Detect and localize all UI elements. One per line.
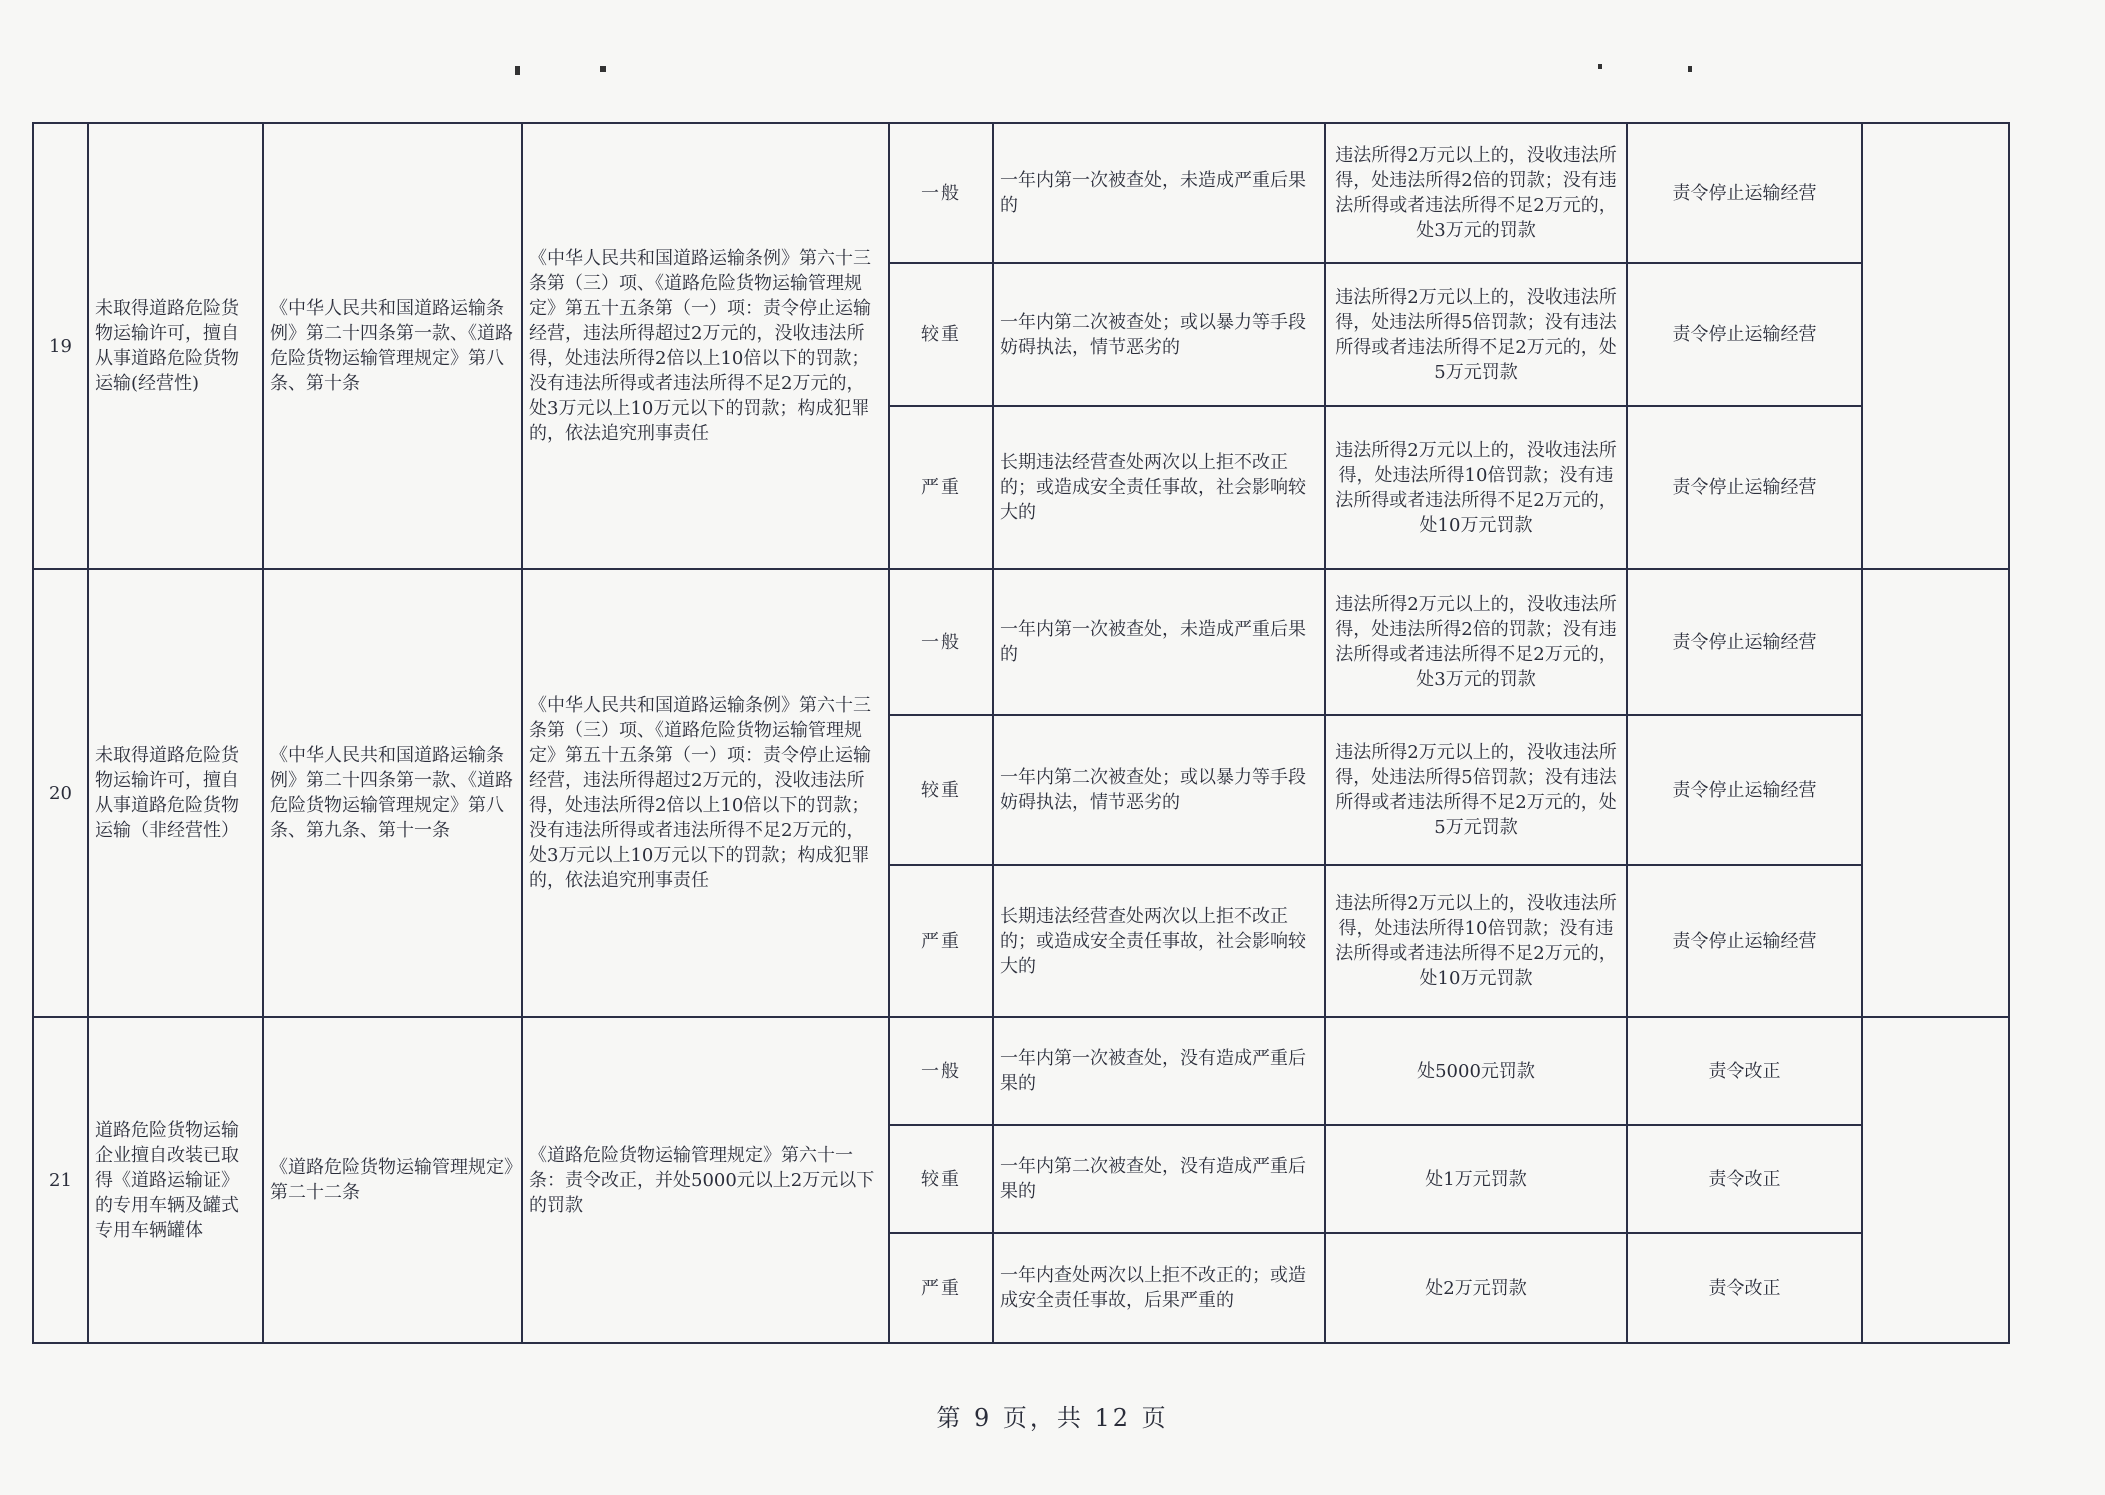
discretion-standard: 违法所得2万元以上的，没收违法所得，处违法所得10倍罚款；没有违法所得或者违法所得不足2万元的，处10万元罚款 <box>1325 865 1627 1017</box>
corrective-order: 责令改正 <box>1627 1233 1862 1343</box>
scan-dot <box>1688 66 1692 72</box>
corrective-order: 责令停止运输经营 <box>1627 715 1862 865</box>
severity-level: 一般 <box>889 123 993 263</box>
discretion-standard: 违法所得2万元以上的，没收违法所得，处违法所得2倍的罚款；没有违法所得或者违法所得不足2万元的，处3万元的罚款 <box>1325 569 1627 715</box>
item-number: 19 <box>33 123 88 569</box>
penalty-basis: 《中华人民共和国道路运输条例》第六十三条第（三）项、《道路危险货物运输管理规定》第五十五条第（一）项：责令停止运输经营，违法所得超过2万元的，没收违法所得，处违法所得2倍以上10倍以下的罚款；没有违法所得或者违法所得不足2万元的，处3万元以上10万元以下的罚款；构成犯罪的，依法追究刑事责任 <box>522 569 889 1017</box>
discretion-standard: 处1万元罚款 <box>1325 1125 1627 1233</box>
remarks-cell <box>1862 569 2009 1017</box>
circumstance: 长期违法经营查处两次以上拒不改正的；或造成安全责任事故，社会影响较大的 <box>993 406 1325 569</box>
circumstance: 一年内第一次被查处，没有造成严重后果的 <box>993 1017 1325 1125</box>
remarks-cell <box>1862 1017 2009 1343</box>
scan-dot <box>600 66 606 72</box>
severity-level: 较重 <box>889 1125 993 1233</box>
violation-item: 未取得道路危险货物运输许可，擅自从事道路危险货物运输（非经营性） <box>88 569 263 1017</box>
legal-basis: 《中华人民共和国道路运输条例》第二十四条第一款、《道路危险货物运输管理规定》第八条、第九条、第十一条 <box>263 569 522 1017</box>
table-row <box>33 1017 2009 1125</box>
legal-basis: 《中华人民共和国道路运输条例》第二十四条第一款、《道路危险货物运输管理规定》第八条、第十条 <box>263 123 522 569</box>
corrective-order: 责令改正 <box>1627 1017 1862 1125</box>
severity-level: 严重 <box>889 1233 993 1343</box>
severity-level: 严重 <box>889 865 993 1017</box>
circumstance: 一年内第二次被查处，没有造成严重后果的 <box>993 1125 1325 1233</box>
severity-level: 一般 <box>889 569 993 715</box>
circumstance: 长期违法经营查处两次以上拒不改正的；或造成安全责任事故，社会影响较大的 <box>993 865 1325 1017</box>
scan-dot <box>1598 64 1602 69</box>
item-number: 21 <box>33 1017 88 1343</box>
legal-basis: 《道路危险货物运输管理规定》第二十二条 <box>263 1017 522 1343</box>
circumstance: 一年内第一次被查处，未造成严重后果的 <box>993 569 1325 715</box>
scan-dot <box>515 66 520 75</box>
severity-level: 严重 <box>889 406 993 569</box>
circumstance: 一年内第二次被查处；或以暴力等手段妨碍执法，情节恶劣的 <box>993 263 1325 406</box>
discretion-standard: 处5000元罚款 <box>1325 1017 1627 1125</box>
penalty-basis: 《道路危险货物运输管理规定》第六十一条：责令改正，并处5000元以上2万元以下的罚款 <box>522 1017 889 1343</box>
discretion-standard: 违法所得2万元以上的，没收违法所得，处违法所得2倍的罚款；没有违法所得或者违法所得不足2万元的，处3万元的罚款 <box>1325 123 1627 263</box>
remarks-cell <box>1862 123 2009 569</box>
violation-item: 未取得道路危险货物运输许可，擅自从事道路危险货物运输(经营性) <box>88 123 263 569</box>
item-number: 20 <box>33 569 88 1017</box>
severity-level: 较重 <box>889 263 993 406</box>
circumstance: 一年内第一次被查处，未造成严重后果的 <box>993 123 1325 263</box>
corrective-order: 责令改正 <box>1627 1125 1862 1233</box>
discretion-standard: 违法所得2万元以上的，没收违法所得，处违法所得5倍罚款；没有违法所得或者违法所得不足2万元的，处5万元罚款 <box>1325 715 1627 865</box>
corrective-order: 责令停止运输经营 <box>1627 263 1862 406</box>
violation-item: 道路危险货物运输企业擅自改装已取得《道路运输证》的专用车辆及罐式专用车辆罐体 <box>88 1017 263 1343</box>
discretion-standard: 处2万元罚款 <box>1325 1233 1627 1343</box>
circumstance: 一年内查处两次以上拒不改正的；或造成安全责任事故，后果严重的 <box>993 1233 1325 1343</box>
discretion-standard: 违法所得2万元以上的，没收违法所得，处违法所得5倍罚款；没有违法所得或者违法所得不足2万元的，处5万元罚款 <box>1325 263 1627 406</box>
table-row <box>33 123 2009 263</box>
page-number: 第 9 页，共 12 页 <box>936 1404 1169 1432</box>
severity-level: 较重 <box>889 715 993 865</box>
severity-level: 一般 <box>889 1017 993 1125</box>
discretion-standard: 违法所得2万元以上的，没收违法所得，处违法所得10倍罚款；没有违法所得或者违法所得不足2万元的，处10万元罚款 <box>1325 406 1627 569</box>
circumstance: 一年内第二次被查处；或以暴力等手段妨碍执法，情节恶劣的 <box>993 715 1325 865</box>
corrective-order: 责令停止运输经营 <box>1627 406 1862 569</box>
table-row <box>33 569 2009 715</box>
penalty-basis: 《中华人民共和国道路运输条例》第六十三条第（三）项、《道路危险货物运输管理规定》第五十五条第（一）项：责令停止运输经营，违法所得超过2万元的，没收违法所得，处违法所得2倍以上10倍以下的罚款；没有违法所得或者违法所得不足2万元的，处3万元以上10万元以下的罚款；构成犯罪的，依法追究刑事责任 <box>522 123 889 569</box>
penalty-table-page <box>32 122 2008 1344</box>
corrective-order: 责令停止运输经营 <box>1627 569 1862 715</box>
corrective-order: 责令停止运输经营 <box>1627 123 1862 263</box>
penalty-discretion-table <box>32 122 2010 1344</box>
corrective-order: 责令停止运输经营 <box>1627 865 1862 1017</box>
